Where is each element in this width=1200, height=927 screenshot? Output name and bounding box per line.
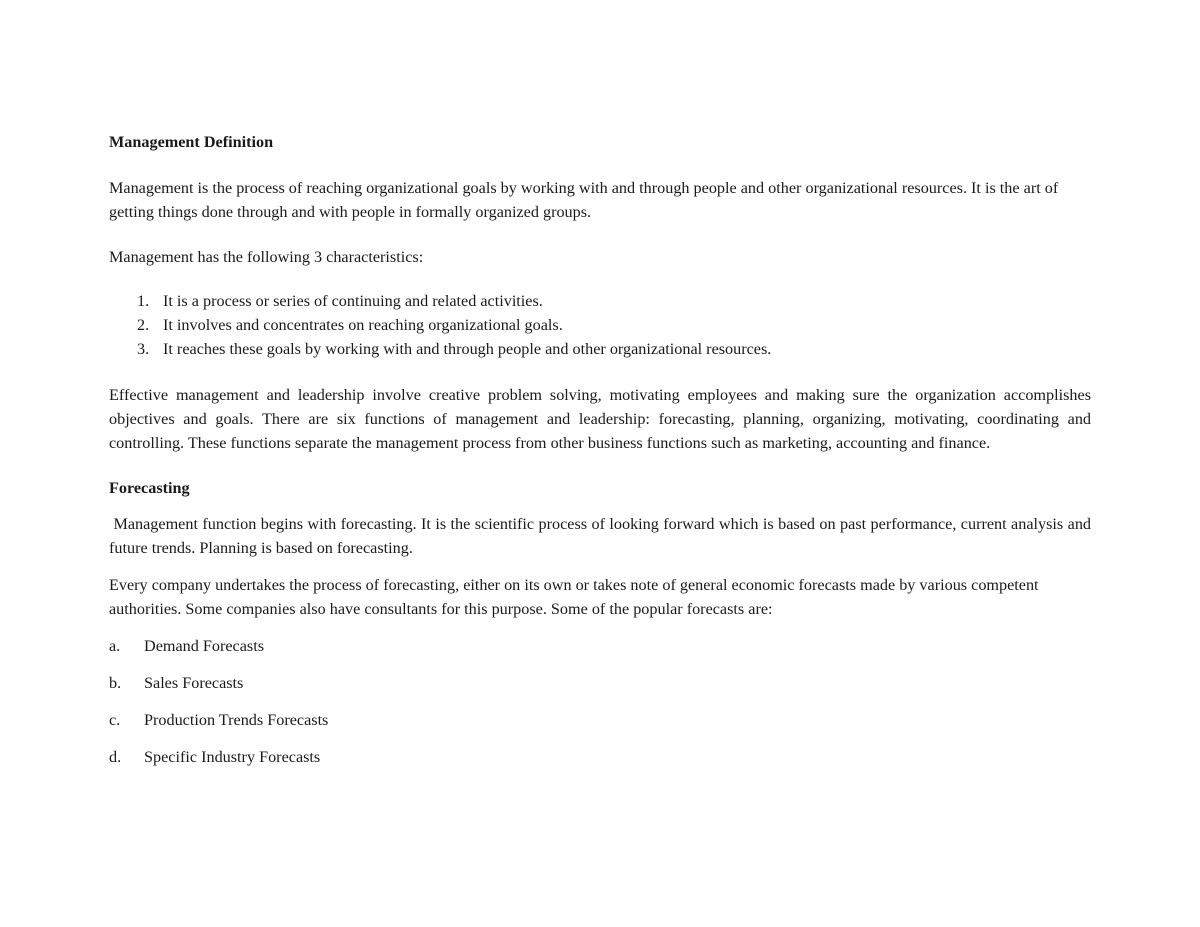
forecasting-types-paragraph: Every company undertakes the process of forecasting, either on its own or takes note of general economic forecasts made by various competent authorities. Some companies also have consultants for this purpose. Some of the popular forecasts are: — [109, 576, 1039, 618]
document-page — [109, 131, 1096, 769]
list-letter: d. — [109, 748, 122, 766]
list-item-text: Demand Forecasts — [144, 637, 265, 655]
list-item — [109, 289, 1091, 313]
list-number: 3. — [137, 340, 150, 358]
list-item — [109, 671, 1091, 695]
list-item — [109, 337, 1091, 361]
list-item-text: Specific Industry Forecasts — [144, 748, 321, 766]
list-item-text: Production Trends Forecasts — [144, 711, 329, 729]
section-heading-forecasting: Forecasting — [109, 479, 190, 497]
list-item-text: It reaches these goals by working with and through people and other organizational resources. — [163, 340, 772, 358]
list-item-text: Sales Forecasts — [144, 674, 244, 692]
section-heading-management-definition: Management Definition — [109, 133, 274, 151]
list-item — [109, 634, 1091, 658]
characteristics-list — [109, 289, 1091, 361]
forecasting-intro-paragraph: Management function begins with forecasting. It is the scientific process of looking forward which is based on past performance, current analysis and future trends. Planning is based on forecasting. — [109, 515, 1096, 557]
characteristics-intro: Management has the following 3 characteristics: — [109, 248, 424, 266]
list-item — [109, 708, 1091, 732]
list-letter: c. — [109, 711, 121, 729]
list-item — [109, 745, 1091, 769]
list-number: 1. — [137, 292, 150, 310]
list-item-text: It involves and concentrates on reaching organizational goals. — [163, 316, 563, 334]
management-definition-paragraph: Management is the process of reaching organizational goals by working with and through people and other organizational resources. It is the art of getting things done through and with people in formally organized groups. — [109, 179, 1059, 221]
forecasts-list — [109, 634, 1091, 769]
list-letter: b. — [109, 674, 122, 692]
list-letter: a. — [109, 637, 121, 655]
list-item — [109, 313, 1091, 337]
list-item-text: It is a process or series of continuing and related activities. — [163, 292, 543, 310]
list-number: 2. — [137, 316, 150, 334]
management-functions-paragraph: Effective management and leadership involve creative problem solving, motivating employees and making sure the organization accomplishes objectives and goals. There are six functions of management and leadership: forecasting, planning, organizing, motivating, coordinating and controlling. These functions separate the management process from other business functions such as marketing, accounting and finance. — [109, 386, 1091, 452]
